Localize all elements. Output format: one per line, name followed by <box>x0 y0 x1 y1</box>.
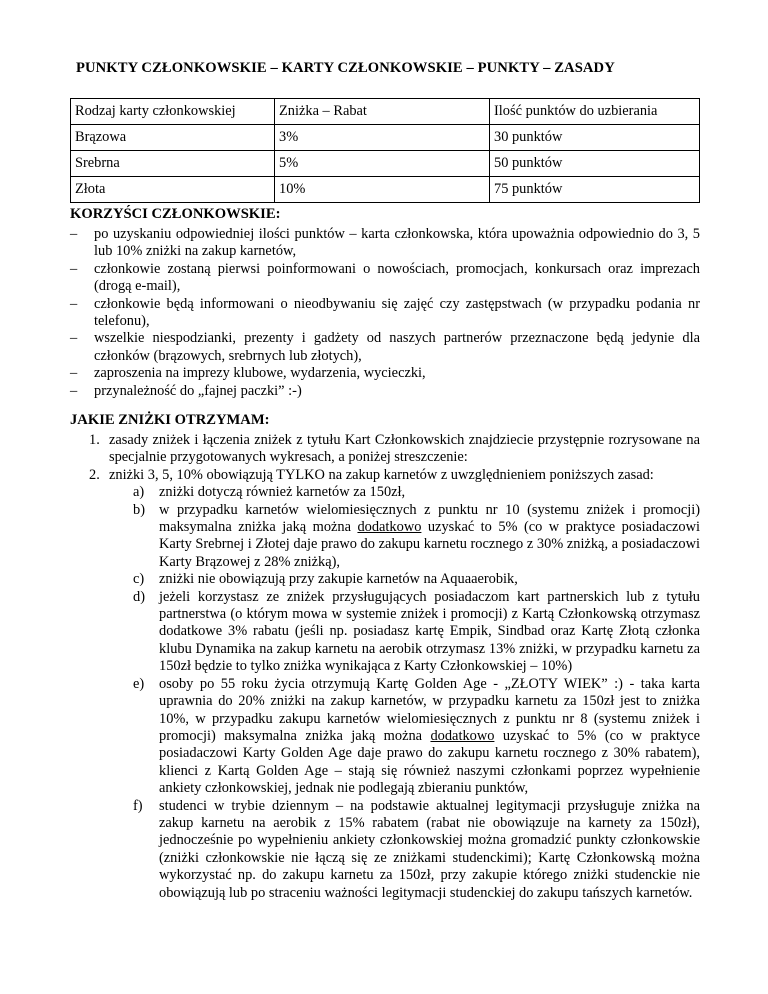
sublist-letter: f) <box>133 797 143 814</box>
sublist-letter: d) <box>133 588 145 605</box>
sublist-item-text: zniżki dotyczą również karnetów za 150zł, <box>159 484 406 501</box>
table-cell: 5% <box>275 151 490 177</box>
list-item: – zaproszenia na imprezy klubowe, wydarzenia, wycieczki, <box>70 365 700 382</box>
sublist-item <box>133 484 700 501</box>
sublist-item-text: uzyskać to 5% (co w praktyce posiadaczowi Karty Srebrnej i Złotej daje prawo do zakupu karnetu rocznego z 30% zniżką, a posiadaczowi Karty Brązowej z 28% zniżką), <box>159 519 700 570</box>
list-item: – przynależność do „fajnej paczki” :-) <box>70 383 700 400</box>
document-title: PUNKTY CZŁONKOWSKIE – KARTY CZŁONKOWSKIE – PUNKTY – ZASADY <box>76 60 615 76</box>
table-row <box>71 151 700 177</box>
table-header-row <box>71 99 700 125</box>
table-cell: Złota <box>71 177 275 203</box>
table-cell: 3% <box>275 125 490 151</box>
list-number: 2. <box>89 466 100 483</box>
table-header-discount: Zniżka – Rabat <box>275 99 490 125</box>
discounts-heading: JAKIE ZNIŻKI OTRZYMAM: <box>70 412 270 428</box>
benefits-list <box>70 226 700 400</box>
table-cell: 75 punktów <box>490 177 700 203</box>
table-cell: 50 punktów <box>490 151 700 177</box>
table-row <box>71 125 700 151</box>
benefits-heading: KORZYŚCI CZŁONKOWSKIE: <box>70 206 281 222</box>
list-item-text: zniżki 3, 5, 10% obowiązują TYLKO na zakup karnetów z uwzględnieniem poniższych zasad: <box>109 466 654 483</box>
list-item: – członkowie będą informowani o nieodbywaniu się zajęć czy zastępstwach (w przypadku podania nr telefonu), <box>70 296 700 331</box>
list-item <box>70 467 700 902</box>
table-header-card-type: Rodzaj karty członkowskiej <box>71 99 275 125</box>
sublist-item-text: w przypadku karnetów wielomiesięcznych z punktu nr 10 (systemu zniżek i promocji) maksymalna zniżka jaką można <box>159 501 700 536</box>
sublist-item <box>133 571 700 588</box>
sublist-item-text: zniżki nie obowiązują przy zakupie karnetów na Aquaaerobik, <box>159 571 518 588</box>
table-cell: 30 punktów <box>490 125 700 151</box>
sublist-item-text: uzyskać to 5% (co w praktyce posiadaczowi Karty Golden Age daje prawo do zakupu karnetu rocznego z 30% rabatem), klienci z Kartą Golden Age – stają się również naszymi członkami poprzez wypełnienie ankiety członkowskiej, jednak nie podlegają zbieraniu punktów, <box>159 727 700 797</box>
sublist-item <box>133 588 700 676</box>
table-cell: Srebrna <box>71 151 275 177</box>
list-item: – po uzyskaniu odpowiedniej ilości punktów – karta członkowska, która upoważnia odpowiednio do 3, 5 lub 10% zniżki na zakup karnetów, <box>70 226 700 261</box>
sublist-letter: a) <box>133 484 145 501</box>
sublist-item-text: osoby po 55 roku życia otrzymują Kartę Golden Age - „ZŁOTY WIEK” :) - taka karta uprawnia do 20% zniżki na zakup karnetów, w przypadku karnetu za 150zł jest to zniżka 10%, w przypadku zakupu karnetów wielomiesięcznych z punktu nr 8 (systemu zniżek i promocji) maksymalna zniżka jaką można <box>159 675 700 744</box>
sublist-item-text: studenci w trybie dziennym – na podstawie aktualnej legitymacji przysługuje zniżka na zakup karnetu na aerobik z 15% rabatem (rabat nie obowiązuje na karnety za 150zł), jednocześnie po wypełnieniu ankiety członkowskiej można gromadzić punkty członkowskie (zniżki członkowskie nie łączą się ze zniżkami studenckimi); Kartę Członkowską można wykorzystać np. do zakupu karnetu za 150zł, przy zakupie którego zniżki studenckie nie obowiązują lub po straceniu ważności legitymacji studenckiej do zakupu tańszych karnetów. <box>159 797 700 901</box>
list-item: – wszelkie niespodzianki, prezenty i gadżety od naszych partnerów przeznaczone będą jedynie dla członków (brązowych, srebrnych lub złotych), <box>70 330 700 365</box>
table-cell: 10% <box>275 177 490 203</box>
table-cell: Brązowa <box>71 125 275 151</box>
sublist-item-text: jeżeli korzystasz ze zniżek przysługujących posiadaczom kart partnerskich lub z tytułu partnerstwa (o którym mowa w systemie zniżek i promocji) z Kartą Członkowską otrzymasz dodatkowe 3% rabatu (jeśli np. posiadasz kartę Empik, Sindbad oraz Kartę Złotą członka klubu Dynamika na zakup karnetu na aerobik otrzymasz 13% zniżki, w przypadku karnetu za 150zł będzie to tylko zniżka wynikająca z Karty Członkowskiej – 10%) <box>159 588 700 675</box>
sublist-item <box>133 675 700 798</box>
table-header-points: Ilość punktów do uzbierania <box>490 99 700 125</box>
list-item: – członkowie zostaną pierwsi poinformowani o nowościach, promocjach, konkursach oraz imprezach (drogą e-mail), <box>70 261 700 296</box>
sublist-letter: c) <box>133 571 145 588</box>
table-row <box>71 177 700 203</box>
list-item <box>70 432 700 467</box>
discounts-list <box>70 432 700 902</box>
sublist-item <box>133 797 700 902</box>
list-item-text: zasady zniżek i łączenia zniżek z tytułu Kart Członkowskich znajdziecie przystępnie rozrysowane na specjalnie przygotowanych wykresach, a poniżej streszczenie: <box>109 432 700 466</box>
sublist-item <box>133 501 700 572</box>
underlined-word: dodatkowo <box>357 519 422 536</box>
membership-cards-table <box>70 98 700 203</box>
discount-rules-sublist <box>133 484 700 902</box>
sublist-letter: e) <box>133 675 145 692</box>
sublist-letter: b) <box>133 501 145 518</box>
underlined-word: dodatkowo <box>430 727 495 744</box>
list-number: 1. <box>89 432 100 448</box>
